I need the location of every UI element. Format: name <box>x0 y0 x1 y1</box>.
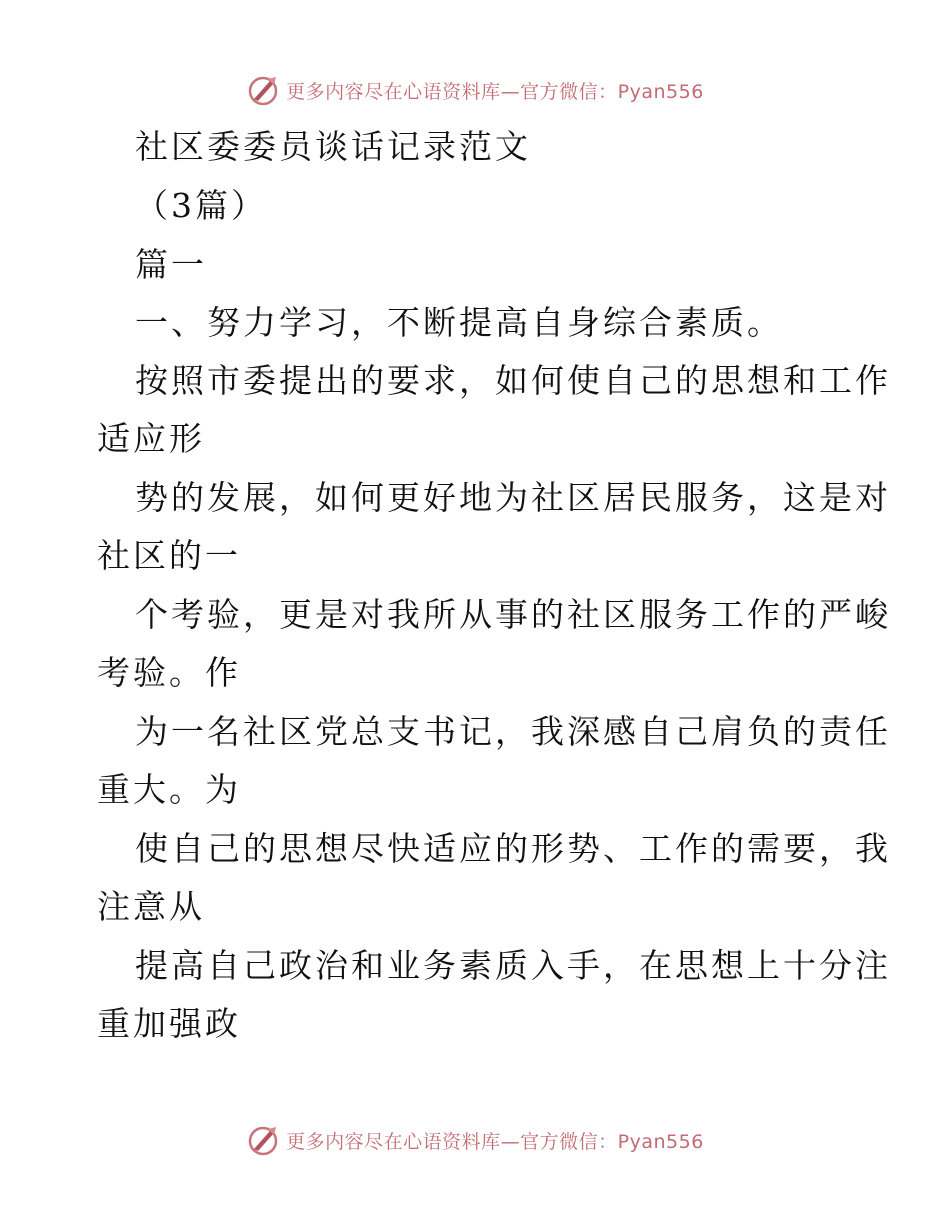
paragraph-line: 重加强政 <box>97 1004 241 1043</box>
paragraph-line: 个考验，更是对我所从事的社区服务工作的严峻 <box>135 595 891 634</box>
paragraph-line: 适应形 <box>97 419 205 458</box>
paragraph-line: 重大。为 <box>97 770 241 809</box>
footer-banner <box>0 1120 950 1160</box>
document-title: 社区委委员谈话记录范文 <box>135 127 531 166</box>
section-label: 篇一 <box>135 245 207 284</box>
header-banner <box>0 70 950 110</box>
quill-pen-logo-icon <box>246 1123 280 1157</box>
paragraph-line: 按照市委提出的要求，如何使自己的思想和工作 <box>135 361 891 400</box>
document-subtitle: （3篇） <box>135 186 267 225</box>
paragraph-line: 使自己的思想尽快适应的形势、工作的需要，我 <box>135 829 891 868</box>
section-heading: 一、努力学习，不断提高自身综合素质。 <box>135 303 783 342</box>
paragraph-line: 考验。作 <box>97 653 241 692</box>
header-banner-text: 更多内容尽在心语资料库—官方微信：Pyan556 <box>286 80 704 103</box>
paragraph-line: 社区的一 <box>97 536 241 575</box>
paragraph-line: 提高自己政治和业务素质入手，在思想上十分注 <box>135 946 891 985</box>
paragraph-line: 注意从 <box>97 887 205 926</box>
quill-pen-logo-icon <box>246 73 280 107</box>
paragraph-line: 为一名社区党总支书记，我深感自己肩负的责任 <box>135 712 891 751</box>
paragraph-line: 势的发展，如何更好地为社区居民服务，这是对 <box>135 478 891 517</box>
footer-banner-text: 更多内容尽在心语资料库—官方微信：Pyan556 <box>286 1130 704 1153</box>
